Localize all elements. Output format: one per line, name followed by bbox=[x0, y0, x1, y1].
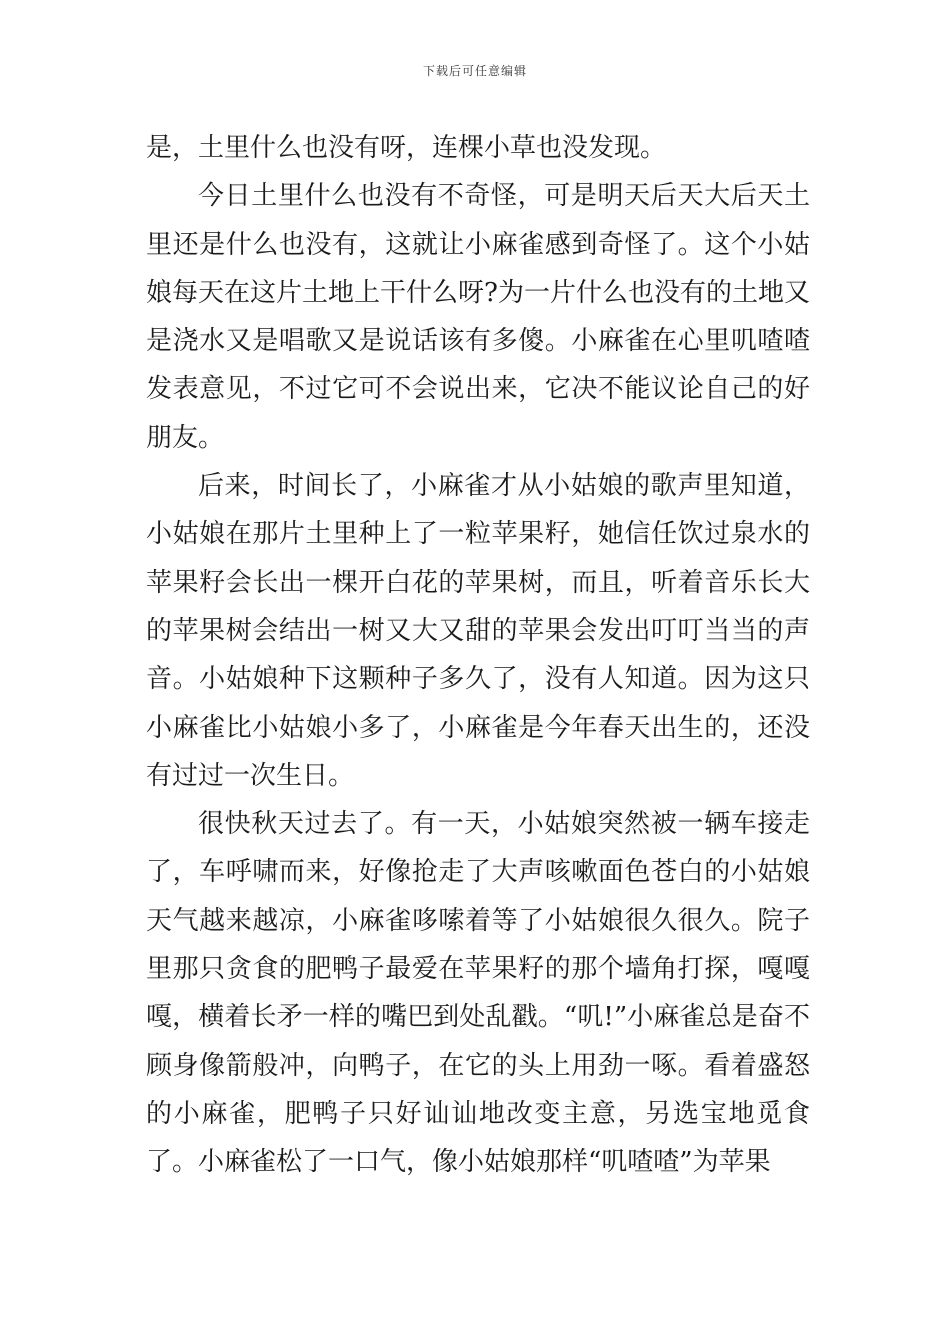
paragraph: 后来，时间长了，小麻雀才从小姑娘的歌声里知道，小姑娘在那片土里种上了一粒苹果籽，她信任饮过泉水的苹果籽会长出一棵开白花的苹果树，而且，听着音乐长大的苹果树会结出一树又大又甜的苹果会发出叮叮当当的声音。小姑娘种下这颗种子多久了，没有人知道。因为这只小麻雀比小姑娘小多了，小麻雀是今年春天出生的，还没有过过一次生日。 bbox=[146, 471, 810, 791]
body-text bbox=[146, 124, 810, 1187]
paragraph: 今日土里什么也没有不奇怪，可是明天后天大后天土里还是什么也没有，这就让小麻雀感到奇怪了。这个小姑娘每天在这片土地上干什么呀?为一片什么也没有的土地又是浇水又是唱歌又是说话该有多傻。小麻雀在心里叽喳喳发表意见，不过它可不会说出来，它决不能议论自己的好朋友。 bbox=[146, 181, 810, 453]
paragraph: 很快秋天过去了。有一天，小姑娘突然被一辆车接走了，车呼啸而来，好像抢走了大声咳嗽面色苍白的小姑娘天气越来越凉，小麻雀哆嗦着等了小姑娘很久很久。院子里那只贪食的肥鸭子最爱在苹果籽的那个墙角打探，嘎嘎嘎，横着长矛一样的嘴巴到处乱戳。“叽!”小麻雀总是奋不顾身像箭般冲，向鸭子，在它的头上用劲一啄。看着盛怒的小麻雀，肥鸭子只好讪讪地改变主意，另选宝地觅食了。小麻雀松了一口气，像小姑娘那样“叽喳喳”为苹果 bbox=[146, 809, 810, 1178]
paragraph: 是，土里什么也没有呀，连棵小草也没发现。 bbox=[146, 133, 667, 163]
page-header: 下载后可任意编辑 bbox=[422, 64, 527, 78]
